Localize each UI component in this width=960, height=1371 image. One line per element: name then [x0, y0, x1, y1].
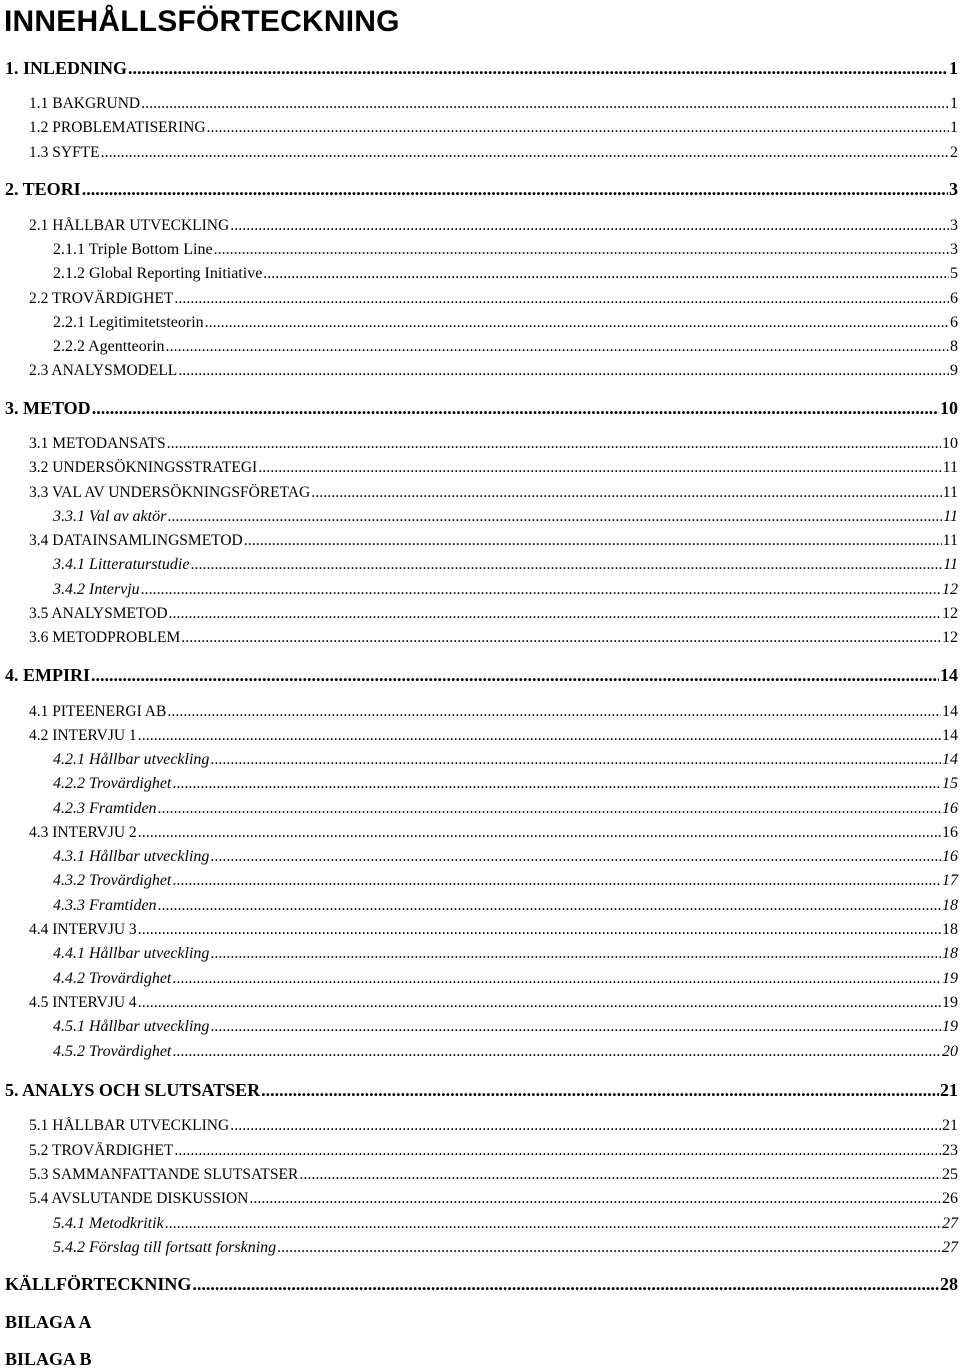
toc-page-number: 8 [950, 338, 958, 355]
toc-entry-label: 2.2 TROVÄRDIGHET [29, 290, 174, 307]
toc-entry[interactable] [53, 1236, 958, 1260]
dot-leader [244, 529, 942, 553]
toc-entry[interactable] [5, 663, 958, 687]
toc-entry-label: KÄLLFÖRTECKNING [5, 1274, 192, 1294]
toc-entry-label: 4.5.1 Hållbar utveckling [53, 1018, 210, 1035]
toc-entry[interactable] [29, 92, 958, 116]
toc-entry-label: 4.2.2 Trovärdighet [53, 775, 172, 792]
toc-entry-label: 3. METOD [5, 398, 91, 418]
toc-entry-label: 2.1.2 Global Reporting Initiative [53, 265, 263, 282]
toc-entry[interactable] [29, 700, 958, 724]
toc-entry-label: 4.2.3 Framtiden [53, 800, 157, 817]
toc-page-number: 5 [950, 265, 958, 282]
page-title: INNEHÅLLSFÖRTECKNING [4, 5, 400, 38]
toc-entry[interactable] [29, 602, 958, 626]
toc-entry[interactable] [29, 456, 958, 480]
toc-page-number: 15 [942, 775, 958, 792]
dot-leader [172, 869, 941, 893]
toc-entry[interactable] [53, 262, 958, 286]
toc-page-number: 11 [942, 459, 958, 476]
toc-entry[interactable] [53, 797, 958, 821]
toc-entry-label: 3.3 VAL AV UNDERSÖKNINGSFÖRETAG [29, 484, 311, 501]
toc-page-number: 16 [942, 800, 958, 817]
toc-page-number: 26 [942, 1190, 958, 1207]
toc-entry-label: 5.4 AVSLUTANDE DISKUSSION [29, 1190, 249, 1207]
appendix-b[interactable]: BILAGA B [5, 1349, 92, 1369]
toc-entry-label: 5.3 SAMMANFATTANDE SLUTSATSER [29, 1166, 299, 1183]
toc-entry[interactable] [53, 967, 958, 991]
dot-leader [128, 56, 948, 80]
toc-page-number: 14 [942, 703, 958, 720]
toc-page-number: 19 [942, 970, 958, 987]
dot-leader [263, 262, 949, 286]
toc-page-number: 11 [942, 532, 958, 549]
dot-leader [214, 238, 949, 262]
toc-entry[interactable] [53, 748, 958, 772]
toc-entry-label: 2.3 ANALYSMODELL [29, 362, 178, 379]
dot-leader [210, 942, 941, 966]
toc-entry-label: 4.3.1 Hållbar utveckling [53, 848, 210, 865]
toc-entry[interactable] [53, 238, 958, 262]
toc-entry-label: 5.2 TROVÄRDIGHET [29, 1142, 174, 1159]
toc-entry[interactable] [53, 869, 958, 893]
dot-leader [261, 1078, 939, 1102]
dot-leader [138, 724, 941, 748]
toc-page-number: 25 [942, 1166, 958, 1183]
toc-entry-label: 2.2.1 Legitimitetsteorin [53, 314, 204, 331]
toc-entry[interactable] [29, 141, 958, 165]
toc-page-number: 21 [942, 1117, 958, 1134]
toc-entry[interactable] [5, 56, 958, 80]
dot-leader [166, 335, 949, 359]
toc-entry[interactable] [29, 821, 958, 845]
toc-entry-label: 2. TEORI [5, 179, 81, 199]
toc-page-number: 3 [950, 217, 958, 234]
toc-entry[interactable] [53, 1040, 958, 1064]
dot-leader [190, 553, 942, 577]
toc-entry[interactable] [29, 481, 958, 505]
toc-page-number: 9 [950, 362, 958, 379]
toc-entry-label: 4.2 INTERVJU 1 [29, 727, 137, 744]
toc-page-number: 27 [942, 1215, 958, 1232]
toc-entry[interactable] [29, 432, 958, 456]
toc-entry[interactable] [53, 894, 958, 918]
toc-page-number: 17 [942, 872, 958, 889]
toc-entry[interactable] [53, 942, 958, 966]
toc-entry-label: 2.1.1 Triple Bottom Line [53, 241, 213, 258]
dot-leader [141, 92, 949, 116]
toc-entry-label: 1.3 SYFTE [29, 144, 100, 161]
dot-leader [210, 748, 941, 772]
toc-entry-label: 3.6 METODPROBLEM [29, 629, 181, 646]
dot-leader [158, 894, 941, 918]
toc-page-number: 11 [942, 484, 958, 501]
toc-entry-label: 4. EMPIRI [5, 665, 90, 685]
toc-page-number: 27 [942, 1239, 958, 1256]
toc-entry[interactable] [53, 578, 958, 602]
appendix-a[interactable]: BILAGA A [5, 1312, 92, 1332]
toc-entry-label: 4.2.1 Hållbar utveckling [53, 751, 210, 768]
toc-entry[interactable] [5, 1078, 958, 1102]
dot-leader [174, 1139, 941, 1163]
dot-leader [299, 1163, 941, 1187]
toc-page-number: 18 [942, 897, 958, 914]
toc-page-number: 16 [942, 824, 958, 841]
toc-page-number: 6 [950, 290, 958, 307]
toc-entry-label: 2.2.2 Agentteorin [53, 338, 165, 355]
toc-entry-label: 2.1 HÅLLBAR UTVECKLING [29, 217, 230, 234]
toc-entry[interactable] [29, 724, 958, 748]
toc-entry-label: 4.5.2 Trovärdighet [53, 1043, 172, 1060]
toc-entry-label: 3.4.1 Litteraturstudie [53, 556, 190, 573]
toc-page-number: 18 [942, 921, 958, 938]
toc-entry-label: 4.3 INTERVJU 2 [29, 824, 137, 841]
toc-page-number: 11 [943, 508, 958, 525]
toc-page-number: 14 [942, 751, 958, 768]
dot-leader [311, 481, 941, 505]
dot-leader [91, 663, 939, 687]
toc-entry-label: 5.4.1 Metodkritik [53, 1215, 164, 1232]
dot-leader [167, 432, 941, 456]
toc-entry-label: 1. INLEDNING [5, 58, 128, 78]
toc-page-number: 16 [942, 848, 958, 865]
toc-entry[interactable] [53, 311, 958, 335]
dot-leader [230, 214, 949, 238]
dot-leader [172, 1040, 941, 1064]
dot-leader [210, 1015, 941, 1039]
toc-entry-label: 4.3.3 Framtiden [53, 897, 157, 914]
toc-entry-label: 1.2 PROBLEMATISERING [29, 119, 206, 136]
dot-leader [181, 626, 941, 650]
dot-leader [165, 1212, 941, 1236]
dot-leader [258, 456, 941, 480]
toc-entry[interactable] [5, 177, 958, 201]
toc-entry[interactable] [53, 1212, 958, 1236]
toc-entry-label: 5.4.2 Förslag till fortsatt forskning [53, 1239, 277, 1256]
toc-page-number: 11 [943, 556, 958, 573]
toc-entry[interactable] [29, 918, 958, 942]
dot-leader [174, 287, 949, 311]
toc-entry-label: 4.1 PITEENERGI AB [29, 703, 167, 720]
toc-entry[interactable] [29, 214, 958, 238]
toc-entry[interactable] [29, 626, 958, 650]
toc-entry-label: 3.1 METODANSATS [29, 435, 166, 452]
dot-leader [210, 845, 941, 869]
toc-page-number: 28 [940, 1274, 958, 1294]
toc-page-number: 1 [950, 119, 958, 136]
toc-entry-label: 5. ANALYS OCH SLUTSATSER [5, 1080, 261, 1100]
toc-page-number: 21 [940, 1080, 958, 1100]
toc-page-number: 14 [940, 665, 958, 685]
dot-leader [230, 1114, 941, 1138]
dot-leader [178, 359, 949, 383]
dot-leader [172, 967, 941, 991]
toc-entry[interactable] [29, 359, 958, 383]
dot-leader [207, 116, 949, 140]
toc-entry[interactable] [29, 1139, 958, 1163]
toc-entry[interactable] [53, 772, 958, 796]
toc-entry-label: 3.5 ANALYSMETOD [29, 605, 168, 622]
dot-leader [82, 177, 948, 201]
toc-page-number: 14 [942, 727, 958, 744]
toc-page-number: 10 [942, 435, 958, 452]
toc-page-number: 18 [942, 945, 958, 962]
toc-entry-label: 1.1 BAKGRUND [29, 95, 141, 112]
toc-page-number: 19 [942, 994, 958, 1011]
dot-leader [249, 1187, 941, 1211]
toc-entry[interactable] [29, 287, 958, 311]
dot-leader [141, 578, 941, 602]
dot-leader [138, 821, 941, 845]
dot-leader [138, 991, 941, 1015]
toc-entry-label: 3.4 DATAINSAMLINGSMETOD [29, 532, 243, 549]
toc-page-number: 12 [942, 581, 958, 598]
toc-page-number: 1 [950, 95, 958, 112]
toc-entry[interactable] [53, 553, 958, 577]
toc-entry-label: 3.2 UNDERSÖKNINGSSTRATEGI [29, 459, 258, 476]
dot-leader [138, 918, 941, 942]
toc-entry[interactable] [29, 1187, 958, 1211]
toc-entry-label: 3.3.1 Val av aktör [53, 508, 167, 525]
toc-entry[interactable] [29, 116, 958, 140]
toc-entry-label: 4.4.1 Hållbar utveckling [53, 945, 210, 962]
toc-entry[interactable] [53, 1015, 958, 1039]
toc-page-number: 3 [950, 241, 958, 258]
dot-leader [277, 1236, 941, 1260]
toc-page-number: 12 [942, 629, 958, 646]
dot-leader [192, 1272, 939, 1296]
toc-entry[interactable] [53, 845, 958, 869]
toc-entry[interactable] [29, 1114, 958, 1138]
toc-page-number: 19 [942, 1018, 958, 1035]
dot-leader [167, 700, 941, 724]
toc-entry[interactable] [29, 1163, 958, 1187]
toc-entry-label: 4.3.2 Trovärdighet [53, 872, 172, 889]
toc-entry[interactable] [29, 991, 958, 1015]
toc-page-number: 2 [950, 144, 958, 161]
dot-leader [169, 602, 941, 626]
toc-entry[interactable] [5, 1272, 958, 1296]
toc-entry-label: 4.4 INTERVJU 3 [29, 921, 137, 938]
dot-leader [205, 311, 949, 335]
toc-page-number: 23 [942, 1142, 958, 1159]
toc-entry[interactable] [29, 529, 958, 553]
toc-entry-label: 4.5 INTERVJU 4 [29, 994, 137, 1011]
toc-page-number: 1 [949, 58, 958, 78]
dot-leader [158, 797, 941, 821]
dot-leader [101, 141, 949, 165]
dot-leader [92, 396, 939, 420]
toc-entry-label: 4.4.2 Trovärdighet [53, 970, 172, 987]
toc-page-number: 3 [949, 179, 958, 199]
dot-leader [172, 772, 941, 796]
toc-entry[interactable] [53, 505, 958, 529]
toc-page-number: 12 [942, 605, 958, 622]
toc-page-number: 10 [940, 398, 958, 418]
toc-entry-label: 5.1 HÅLLBAR UTVECKLING [29, 1117, 230, 1134]
toc-entry[interactable] [5, 396, 958, 420]
toc-entry[interactable] [53, 335, 958, 359]
toc-page-number: 20 [942, 1043, 958, 1060]
dot-leader [167, 505, 942, 529]
toc-page-number: 6 [950, 314, 958, 331]
toc-entry-label: 3.4.2 Intervju [53, 581, 140, 598]
